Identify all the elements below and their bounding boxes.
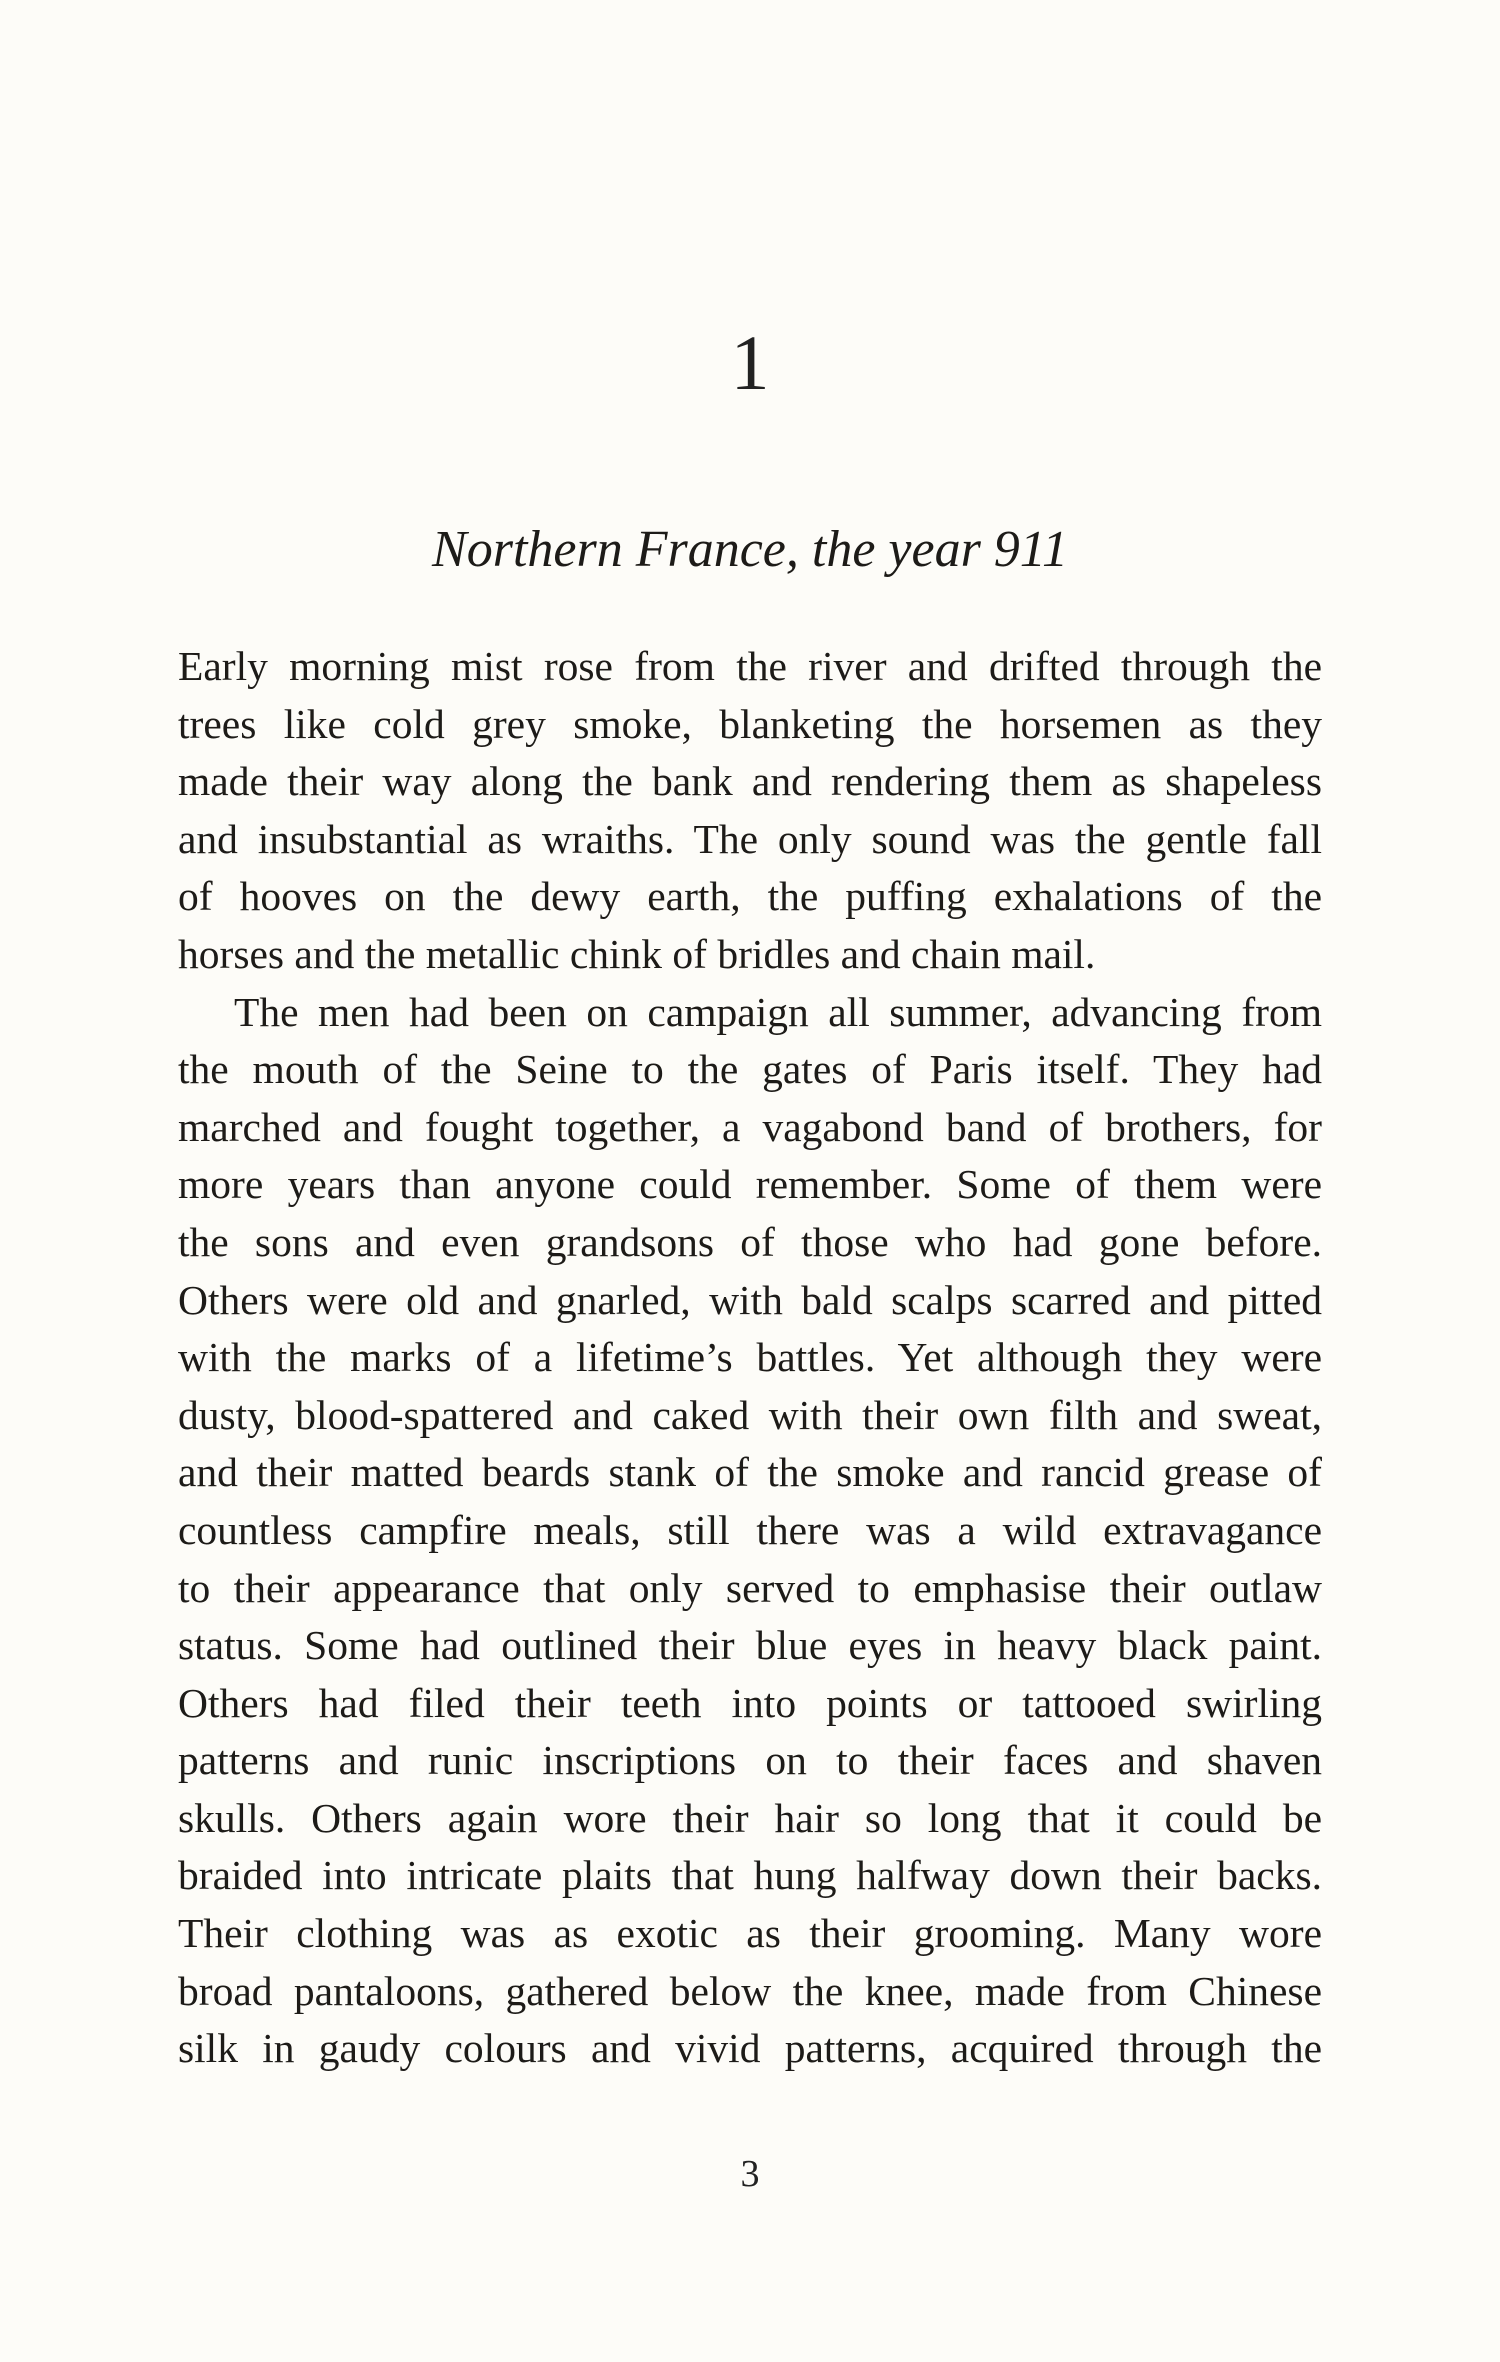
text-line: more years than anyone could remember. Some of them were [178, 1161, 1322, 1208]
text-line: to their appearance that only served to emphasise their outlaw [178, 1564, 1322, 1611]
text-line: The men had been on campaign all summer, advancing from [234, 988, 1322, 1035]
text-line: of hooves on the dewy earth, the puffing exhalations of the [178, 873, 1322, 920]
paragraph-1 [178, 638, 1322, 984]
text-line: braided into intricate plaits that hung halfway down their backs. [178, 1852, 1322, 1899]
text-line: broad pantaloons, gathered below the knee, made from Chinese [178, 1967, 1322, 2014]
text-line: and their matted beards stank of the smoke and rancid grease of [178, 1449, 1322, 1496]
text-line: the mouth of the Seine to the gates of Paris itself. They had [178, 1046, 1322, 1093]
text-line: skulls. Others again wore their hair so long that it could be [178, 1794, 1322, 1841]
text-line: patterns and runic inscriptions on to their faces and shaven [178, 1737, 1322, 1784]
text-line: Others were old and gnarled, with bald scalps scarred and pitted [178, 1276, 1322, 1323]
text-line: made their way along the bank and rendering them as shapeless [178, 758, 1322, 805]
text-line: Early morning mist rose from the river and drifted through the [178, 643, 1322, 689]
text-line: silk in gaudy colours and vivid patterns, acquired through the [178, 2025, 1322, 2072]
text-line: and insubstantial as wraiths. The only sound was the gentle fall [178, 815, 1322, 862]
text-line: countless campfire meals, still there was a wild extravagance [178, 1506, 1322, 1553]
text-line: dusty, blood-spattered and caked with their own filth and sweat, [178, 1391, 1322, 1438]
page-number: 3 [740, 2153, 760, 2195]
text-line: the sons and even grandsons of those who had gone before. [178, 1218, 1322, 1265]
paragraph-2 [178, 984, 1322, 2078]
text-line: horses and the metallic chink of bridles and chain mail. [178, 930, 1096, 977]
text-line: marched and fought together, a vagabond band of brothers, for [178, 1103, 1322, 1150]
text-line: Others had filed their teeth into points or tattooed swirling [178, 1679, 1322, 1726]
text-line: Their clothing was as exotic as their grooming. Many wore [178, 1910, 1322, 1957]
text-line: trees like cold grey smoke, blanketing the horsemen as they [178, 700, 1322, 747]
chapter-number: 1 [730, 319, 770, 406]
chapter-subtitle: Northern France, the year 911 [432, 521, 1068, 578]
text-line: with the marks of a lifetime’s battles. Yet although they were [178, 1334, 1322, 1381]
text-line: status. Some had outlined their blue eyes in heavy black paint. [178, 1622, 1322, 1669]
body-text [178, 638, 1322, 2078]
